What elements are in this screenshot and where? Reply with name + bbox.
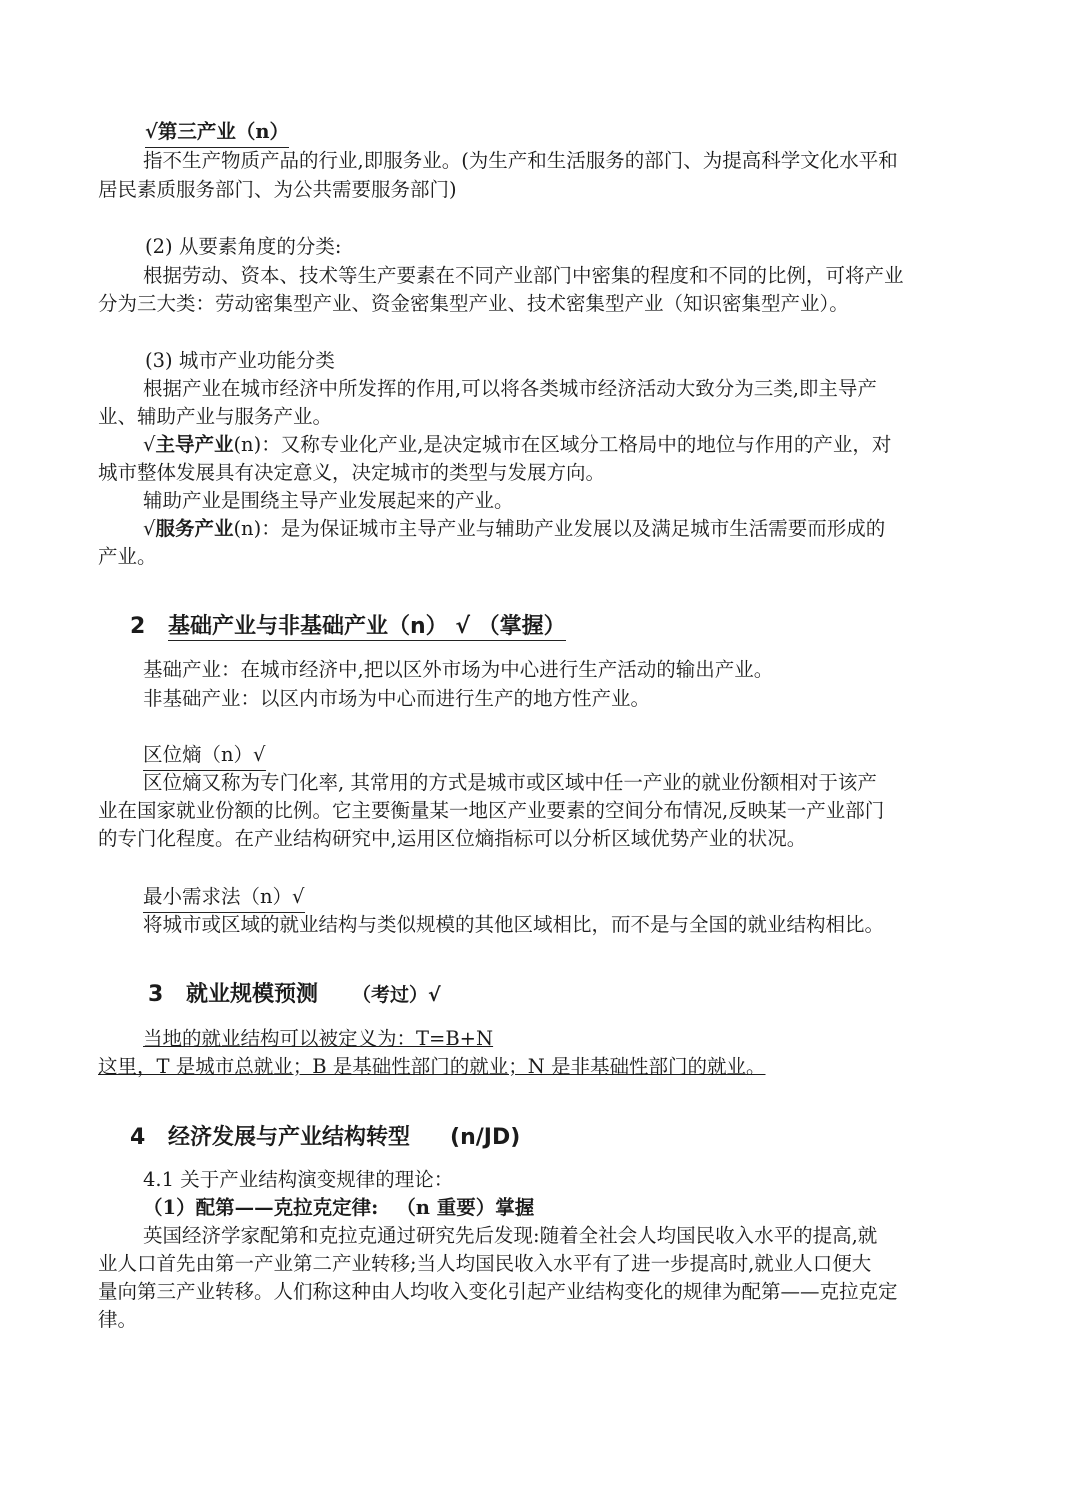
paragraph-line: 居民素质服务部门、为公共需要服务部门)	[98, 178, 457, 201]
paragraph-line: 业人口首先由第一产业第二产业转移;当人均国民收入水平有了进一步提高时,就业人口便大	[98, 1252, 872, 1275]
paragraph-line: 业在国家就业份额的比例。它主要衡量某一地区产业要素的空间分布情况,反映某一产业部门	[98, 799, 885, 822]
section-number: 4	[130, 1125, 146, 1150]
check-mark-icon: √	[143, 433, 156, 456]
law-title: （1）配第——克拉克定律:	[143, 1196, 379, 1219]
heading-minimum-requirement: 最小需求法（n）√	[143, 883, 305, 913]
section-heading-4	[130, 1123, 520, 1153]
section-tag: （考过）√	[352, 984, 441, 1006]
paragraph-line: 区位熵又称为专门化率, 其常用的方式是城市或区域中任一产业的就业份额相对于该产	[143, 771, 877, 794]
paragraph-line: 根据劳动、资本、技术等生产要素在不同产业部门中密集的程度和不同的比例，可将产业	[143, 264, 904, 287]
petty-clark-law-heading	[143, 1194, 534, 1222]
basic-industry-definition: 基础产业：在城市经济中,把以区外市场为中心进行生产活动的输出产业。	[143, 658, 774, 681]
section-number: 2	[130, 614, 146, 639]
section-title: 经济发展与产业结构转型	[168, 1125, 411, 1150]
service-industry-definition: (n)：是为保证城市主导产业与辅助产业发展以及满足城市生活需要而形成的	[233, 517, 886, 540]
service-industry-line	[143, 515, 885, 543]
check-mark-icon: √	[143, 517, 156, 540]
paragraph-line: 业、辅助产业与服务产业。	[98, 405, 333, 428]
employment-formula-explanation: 这里，T 是城市总就业；B 是基础性部门的就业；N 是非基础性部门的就业。	[98, 1055, 766, 1078]
heading-location-quotient: 区位熵（n）√	[143, 741, 266, 771]
service-industry-term: 服务产业	[155, 517, 234, 540]
section-title: 基础产业与非基础产业（n） √ （掌握）	[168, 614, 566, 639]
section-title: 就业规模预测	[186, 982, 319, 1007]
paragraph-line: 律。	[98, 1308, 138, 1331]
paragraph-line: 产业。	[98, 545, 157, 568]
leading-industry-definition: (n)：又称专业化产业,是决定城市在区域分工格局中的地位与作用的产业，对	[233, 433, 892, 456]
paragraph-line: 指不生产物质产品的行业,即服务业。(为生产和生活服务的部门、为提高科学文化水平和	[143, 149, 898, 172]
heading-tertiary-industry: √第三产业（n）	[145, 118, 289, 148]
paragraph-line: 量向第三产业转移。人们称这种由人均收入变化引起产业结构变化的规律为配第——克拉克定	[98, 1280, 898, 1303]
auxiliary-industry-line: 辅助产业是围绕主导产业发展起来的产业。	[143, 489, 514, 512]
leading-industry-line	[143, 431, 891, 459]
heading-function-classification: (3) 城市产业功能分类	[145, 349, 335, 372]
heading-factor-classification: (2) 从要素角度的分类:	[145, 235, 342, 258]
leading-industry-term: 主导产业	[155, 433, 234, 456]
nonbasic-industry-definition: 非基础产业：以区内市场为中心而进行生产的地方性产业。	[143, 687, 651, 710]
section-tag: (n/JD)	[450, 1125, 521, 1150]
employment-formula-line: 当地的就业结构可以被定义为：T=B+N	[143, 1027, 494, 1050]
paragraph-line: 的专门化程度。在产业结构研究中,运用区位熵指标可以分析区域优势产业的状况。	[98, 827, 807, 850]
section-heading-2	[130, 612, 566, 642]
section-number: 3	[148, 982, 164, 1007]
paragraph-line: 分为三大类：劳动密集型产业、资金密集型产业、技术密集型产业（知识密集型产业）。	[98, 292, 849, 315]
paragraph-line: 英国经济学家配第和克拉克通过研究先后发现:随着全社会人均国民收入水平的提高,就	[143, 1224, 878, 1247]
paragraph-line: 根据产业在城市经济中所发挥的作用,可以将各类城市经济活动大致分为三类,即主导产	[143, 377, 877, 400]
paragraph-line: 城市整体发展具有决定意义，决定城市的类型与发展方向。	[98, 461, 606, 484]
subsection-heading: 4.1 关于产业结构演变规律的理论：	[143, 1168, 454, 1191]
section-heading-3	[148, 980, 441, 1010]
law-tag: （n 重要）掌握	[396, 1196, 535, 1219]
paragraph-line: 将城市或区域的就业结构与类似规模的其他区域相比，而不是与全国的就业结构相比。	[143, 913, 885, 936]
